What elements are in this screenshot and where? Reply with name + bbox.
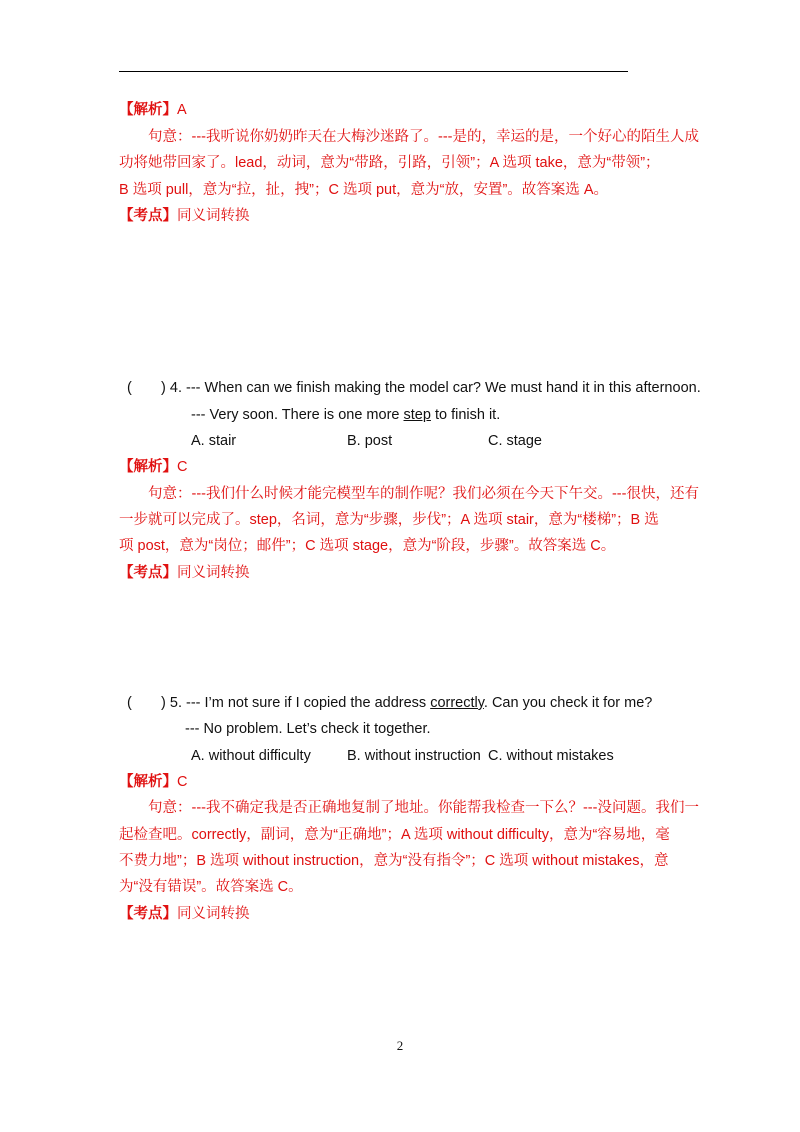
keypoint-label: 【考点】 [119, 906, 177, 922]
q5-option-c: C. without mistakes [488, 748, 614, 764]
explanation-line: 起检查吧。correctly，副词，意为“正确地”；A 选项 without difficulty，意为“容易地，毫 [119, 827, 670, 843]
keypoint-4 [119, 563, 250, 583]
q4-option-b: B. post [347, 433, 393, 449]
analysis-3 [119, 100, 187, 120]
explanation-line: 为“没有错误”。故答案选 C。 [119, 879, 303, 895]
analysis-4 [119, 457, 187, 477]
answer: C [177, 459, 188, 475]
explanation-line: 功将她带回家了。lead，动词，意为“带路，引路，引领”；A 选项 take，意为“带领”； [119, 155, 660, 171]
keypoint-text: 同义词转换 [177, 565, 250, 581]
explanation-line: 项 post，意为“岗位；邮件”；C 选项 stage，意为“阶段，步骤”。故答案选 C。 [119, 538, 616, 554]
analysis-label: 【解析】 [119, 102, 177, 118]
analysis-label: 【解析】 [119, 459, 177, 475]
q5-reply: --- No problem. Let’s check it together. [185, 721, 431, 737]
keypoint-label: 【考点】 [119, 565, 177, 581]
explanation-line: 句意：---我们什么时候才能完模型车的制作呢？我们必须在今天下午交。---很快，还有 [148, 486, 699, 502]
q4-reply [191, 405, 500, 425]
explanation-line: 句意：---我听说你奶奶昨天在大梅沙迷路了。---是的，幸运的是，一个好心的陌生人成 [148, 129, 699, 145]
keypoint-text: 同义词转换 [177, 208, 250, 224]
q5-paren-open: ( [127, 695, 132, 711]
explanation-line: 不费力地”；B 选项 without instruction，意为“没有指令”；C 选项 without mistakes，意 [119, 853, 669, 869]
q5-question-pre: --- I’m not sure if I copied the address [186, 695, 431, 711]
answer: C [177, 774, 188, 790]
q5-underlined-word: correctly [430, 695, 484, 711]
keypoint-3 [119, 206, 250, 226]
explanation-line: 一步就可以完成了。step，名词，意为“步骤，步伐”；A 选项 stair，意为“楼梯”；B 选 [119, 512, 659, 528]
q4-underlined-word: step [403, 407, 431, 423]
q5-paren-close: ) [161, 695, 166, 711]
analysis-label: 【解析】 [119, 774, 177, 790]
q5-option-b: B. without instruction [347, 748, 481, 764]
q4-question [161, 378, 701, 398]
keypoint-text: 同义词转换 [177, 906, 250, 922]
q4-number: 4. [169, 380, 182, 396]
q4-reply-pre: --- Very soon. There is one more [191, 407, 404, 423]
explanation-line: B 选项 pull，意为“拉，扯，拽”；C 选项 put，意为“放，安置”。故答案选 A。 [119, 182, 608, 198]
q5-question [161, 693, 652, 713]
keypoint-label: 【考点】 [119, 208, 177, 224]
page-number: 2 [396, 1038, 404, 1053]
q4-option-c: C. stage [488, 433, 542, 449]
q5-number: 5. [169, 695, 182, 711]
q4-paren-open: ( [127, 380, 132, 396]
answer: A [177, 102, 187, 118]
analysis-5 [119, 772, 187, 792]
q5-question-post: . Can you check it for me? [483, 695, 653, 711]
q4-option-a: A. stair [191, 433, 237, 449]
keypoint-5 [119, 904, 250, 924]
q4-reply-post: to finish it. [430, 407, 501, 423]
q4-question-text: --- When can we finish making the model car? We must hand it in this afternoon. [186, 380, 701, 396]
q4-paren-close: ) [161, 380, 166, 396]
header-rule [119, 71, 628, 72]
explanation-line: 句意：---我不确定我是否正确地复制了地址。你能帮我检查一下么？---没问题。我们一 [148, 800, 699, 816]
q5-option-a: A. without difficulty [191, 748, 311, 764]
